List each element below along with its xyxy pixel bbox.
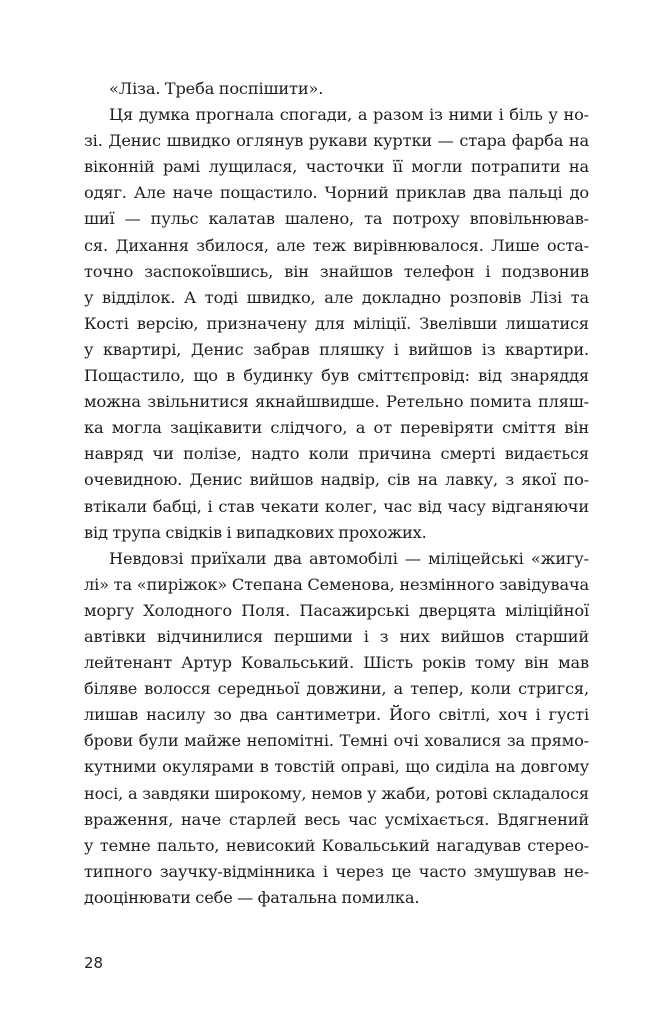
text-line: лейтенант Артур Ковальський. Шість років тому він мав <box>84 653 589 673</box>
text-line: враження, наче старлей весь час усміхається. Вдягнений <box>84 809 589 829</box>
text-line: у відділок. А тоді швидко, але докладно розповів Лізі та <box>84 287 589 307</box>
text-line: у темне пальто, невисокий Ковальський нагадував стерео- <box>84 835 589 855</box>
text-line: можна звільнитися якнайшвидше. Ретельно помита пляш- <box>84 392 589 412</box>
text-line: Ця думка прогнала спогади, а разом із ними і біль у но- <box>109 105 589 125</box>
text-line: Кості версію, призначену для міліції. Звелівши лишатися <box>84 313 589 333</box>
text-line: кутними окулярами в товстій оправі, що сиділа на довгому <box>84 757 589 777</box>
text-line: біляве волосся середньої довжини, а тепер, коли стригся, <box>84 679 589 699</box>
text-line: у квартирі, Денис забрав пляшку і вийшов із квартири. <box>84 339 589 359</box>
text-line: шиї — пульс калатав шалено, та потроху вповільнював- <box>84 209 589 229</box>
text-line: дооцінювати себе — фатальна помилка. <box>84 887 420 907</box>
text-line: очевидною. Денис вийшов надвір, сів на лавку, з якої по- <box>84 470 589 490</box>
text-line: лі» та «пиріжок» Степана Семенова, незмінного завідувача <box>84 574 589 594</box>
text-line: автівки відчинилися першими і з них вийшов старший <box>84 626 589 646</box>
text-line: Пощастило, що в будинку був сміттєпровід: від знаряддя <box>84 366 589 386</box>
text-line: втікали бабці, і став чекати колег, час від часу відганяючи <box>84 496 589 516</box>
text-line: ся. Дихання збилося, але теж вирівнювалося. Лише оста- <box>84 235 589 255</box>
text-line: «Ліза. Треба поспішити». <box>109 79 324 98</box>
text-line: точно заспокоївшись, він знайшов телефон і подзвонив <box>84 261 589 281</box>
text-line: моргу Холодного Поля. Пасажирські дверцята міліційної <box>84 600 589 620</box>
page-number: 28 <box>84 954 104 972</box>
text-line: носі, а завдяки широкому, немов у жаби, ротові складалося <box>84 783 589 803</box>
text-line: одяг. Але наче пощастило. Чорний приклав два пальці до <box>84 183 589 203</box>
text-line: навряд чи полізе, надто коли причина смерті видається <box>84 444 589 464</box>
text-line: Невдовзі приїхали два автомобілі — міліцейські «жигу- <box>109 548 589 568</box>
text-line: зі. Денис швидко оглянув рукави куртки — стара фарба на <box>84 131 589 151</box>
text-line: віконній рамі лущилася, часточки її могли потрапити на <box>84 157 589 177</box>
text-line: типного заучку-відмінника і через це часто змушував не- <box>84 861 589 881</box>
text-line: ка могла зацікавити слідчого, а от перевіряти сміття він <box>84 418 589 438</box>
text-line: від трупа свідків і випадкових прохожих. <box>84 522 427 542</box>
text-line: брови були майже непомітні. Темні очі ховалися за прямо- <box>84 731 589 751</box>
body-text <box>84 76 589 911</box>
text-line: лишав насилу зо два сантиметри. Його світлі, хоч і густі <box>84 705 589 725</box>
